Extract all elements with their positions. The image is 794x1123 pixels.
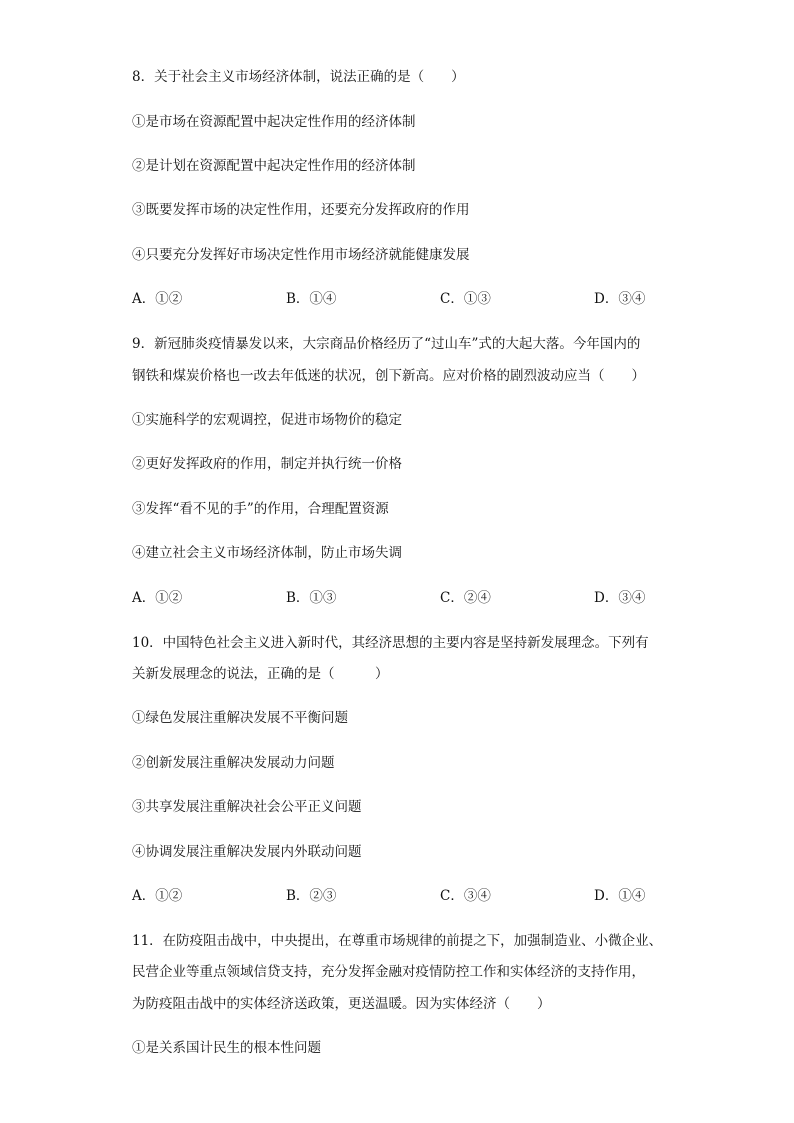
option-c: C．③④ — [440, 888, 491, 904]
question-11-stem-line-2: 民营企业等重点领域信贷支持，充分发挥金融对疫情防控工作和实体经济的支持作用， — [132, 964, 645, 980]
question-10-statement-1: ①绿色发展注重解决发展不平衡问题 — [132, 710, 348, 726]
option-a: A．①② — [132, 888, 183, 904]
option-a: A．①② — [132, 590, 183, 606]
question-10-statement-3: ③共享发展注重解决社会公平正义问题 — [132, 799, 362, 815]
question-9-statement-3: ③发挥“看不见的手”的作用，合理配置资源 — [132, 501, 389, 517]
question-8-stem: 8．关于社会主义市场经济体制，说法正确的是（ ） — [132, 69, 465, 85]
question-10-stem-line-1: 10．中国特色社会主义进入新时代，其经济思想的主要内容是坚持新发展理念。下列有 — [132, 635, 649, 651]
option-d: D．③④ — [594, 291, 646, 307]
question-9-options — [132, 589, 692, 607]
question-8-options — [132, 290, 692, 308]
option-d: D．①④ — [594, 888, 646, 904]
question-8-statement-4: ④只要充分发挥好市场决定性作用市场经济就能健康发展 — [132, 247, 470, 263]
option-c: C．②④ — [440, 590, 491, 606]
question-10-stem-line-2: 关新发展理念的说法，正确的是（ ） — [132, 666, 389, 682]
option-b: B．①③ — [286, 590, 337, 606]
question-8-statement-3: ③既要发挥市场的决定性作用，还要充分发挥政府的作用 — [132, 202, 470, 218]
question-9-statement-1: ①实施科学的宏观调控，促进市场物价的稳定 — [132, 412, 402, 428]
question-10-statement-2: ②创新发展注重解决发展动力问题 — [132, 755, 335, 771]
question-8-statement-1: ①是市场在资源配置中起决定性作用的经济体制 — [132, 114, 416, 130]
question-11-stem-line-1: 11．在防疫阻击战中，中央提出，在尊重市场规律的前提之下，加强制造业、小微企业、 — [132, 933, 663, 949]
question-9-stem-line-1: 9．新冠肺炎疫情暴发以来，大宗商品价格经历了“过山车”式的大起大落。今年国内的 — [132, 336, 641, 352]
option-c: C．①③ — [440, 291, 491, 307]
option-d: D．③④ — [594, 590, 646, 606]
question-9-statement-2: ②更好发挥政府的作用，制定并执行统一价格 — [132, 456, 402, 472]
question-11-stem-line-3: 为防疫阻击战中的实体经济送政策，更送温暖。因为实体经济（ ） — [132, 996, 551, 1012]
question-9-statement-4: ④建立社会主义市场经济体制，防止市场失调 — [132, 545, 402, 561]
option-a: A．①② — [132, 291, 183, 307]
question-10-options — [132, 887, 692, 905]
question-9-stem-line-2: 钢铁和煤炭价格也一改去年低迷的状况，创下新高。应对价格的剧烈波动应当（ ） — [132, 368, 645, 384]
option-b: B．②③ — [286, 888, 337, 904]
option-b: B．①④ — [286, 291, 337, 307]
question-11-statement-1: ①是关系国计民生的根本性问题 — [132, 1040, 321, 1056]
question-10-statement-4: ④协调发展注重解决发展内外联动问题 — [132, 844, 362, 860]
question-8-statement-2: ②是计划在资源配置中起决定性作用的经济体制 — [132, 158, 416, 174]
